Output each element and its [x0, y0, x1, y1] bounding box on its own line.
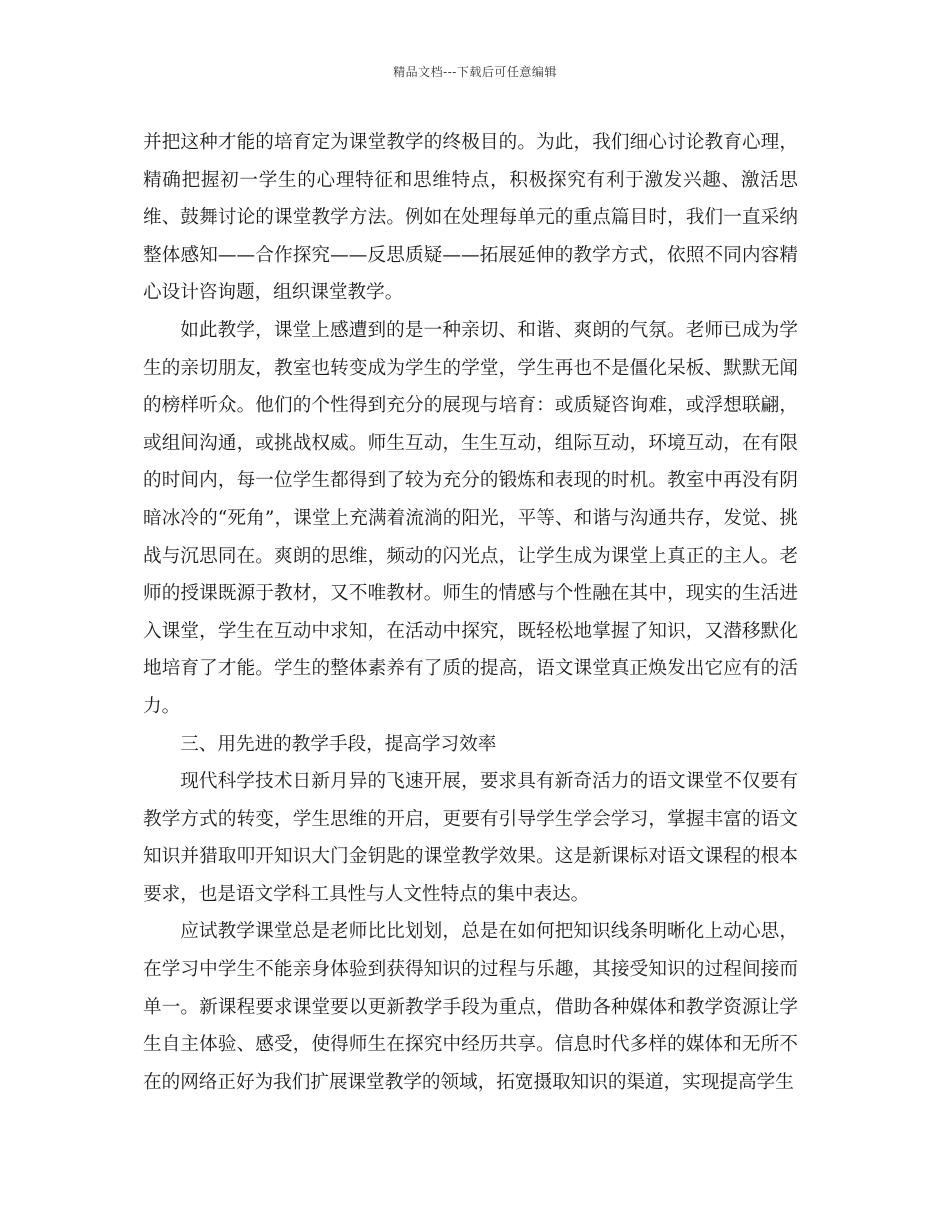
section-heading: 三、用先进的教学手段，提高学习效率	[180, 733, 497, 755]
paragraph-3: 现代科学技术日新月异的飞速开展，要求具有新奇活力的语文课堂不仅要有教学方式的转变，学生思维的开启，更要有引导学生学会学习，掌握丰富的语文知识并猎取叩开知识大门金钥匙的课堂教学效果。这是新课标对语文课程的根本要求，也是语文学科工具性与人文性特点的集中表达。	[143, 771, 798, 905]
paragraph-2: 如此教学，课堂上感遭到的是一种亲切、和谐、爽朗的气氛。老师已成为学生的亲切朋友，教室也转变成为学生的学堂，学生再也不是僵化呆板、默默无闻的榜样听众。他们的个性得到充分的展现与培育：或质疑咨询难，或浮想联翩，或组间沟通，或挑战权威。师生互动，生生互动，组际互动，环境互动，在有限的时间内，每一位学生都得到了较为充分的锻炼和表现的时机。教室中再没有阴暗冰冷的“死角”，课堂上充满着流淌的阳光，平等、和谐与沟通共存，发觉、挑战与沉思同在。爽朗的思维，频动的闪光点，让学生成为课堂上真正的主人。老师的授课既源于教材，又不唯教材。师生的情感与个性融在其中，现实的生活进入课堂，学生在互动中求知，在活动中探究，既轻松地掌握了知识，又潜移默化地培育了才能。学生的整体素养有了质的提高，语文课堂真正焕发出它应有的活力。	[143, 319, 798, 717]
document-body	[143, 124, 798, 1101]
page-header: 精品文档---下载后可任意编辑	[393, 65, 557, 79]
paragraph-1: 并把这种才能的培育定为课堂教学的终极目的。为此，我们细心讨论教育心理，精确把握初一学生的心理特征和思维特点，积极探究有利于激发兴趣、激活思维、鼓舞讨论的课堂教学方法。例如在处理每单元的重点篇目时，我们一直采纳整体感知——合作探究——反思质疑——拓展延伸的教学方式，依照不同内容精心设计咨询题，组织课堂教学。	[143, 132, 798, 304]
paragraph-4: 应试教学课堂总是老师比比划划，总是在如何把知识线条明晰化上动心思，在学习中学生不能亲身体验到获得知识的过程与乐趣，其接受知识的过程间接而单一。新课程要求课堂要以更新教学手段为重点，借助各种媒体和教学资源让学生自主体验、感受，使得师生在探究中经历共享。信息时代多样的媒体和无所不在的网络正好为我们扩展课堂教学的领域，拓宽摄取知识的渠道，实现提高学生	[143, 921, 798, 1093]
